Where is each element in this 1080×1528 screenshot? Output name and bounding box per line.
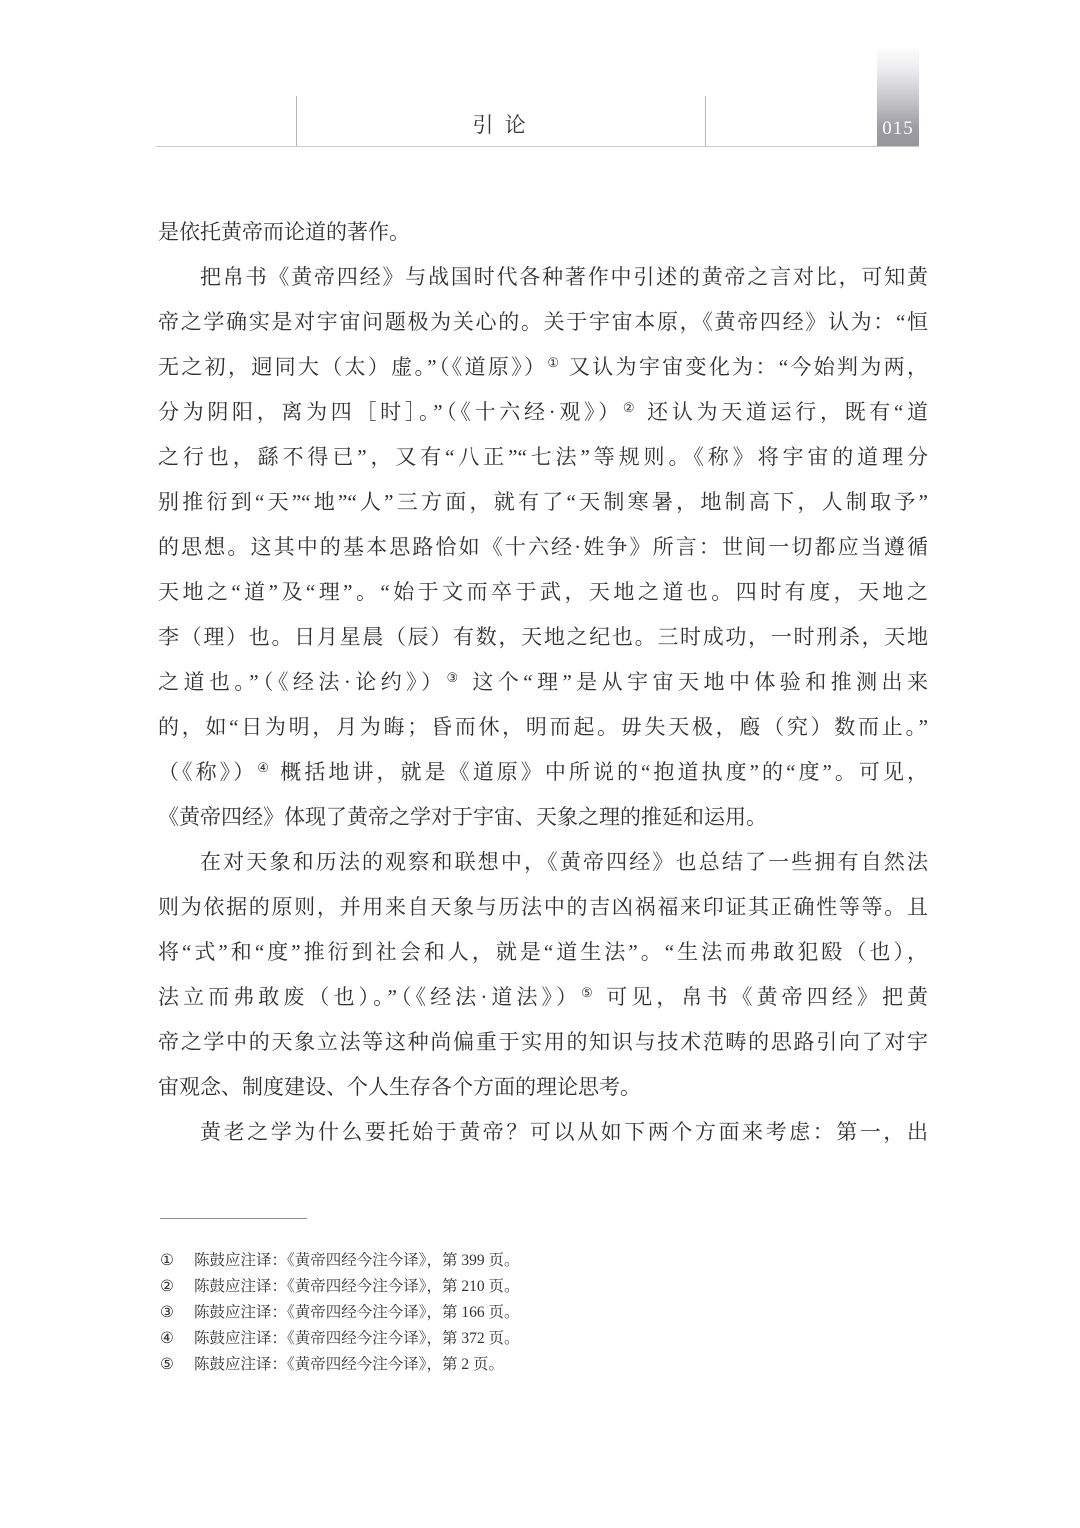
body-text-run: 可见，帛书《黄帝四经》把黄 [596,985,928,1009]
body-line [158,390,928,435]
body-text-run: 则为依据的原则，并用来自天象与历法中的吉凶祸福来印证其正确性等等。且 [158,895,928,919]
body-line [158,750,928,795]
footnote-text: 陈鼓应注译：《黄帝四经今注今译》，第 210 页。 [194,1278,520,1295]
footnote-marker: ② [160,1278,174,1295]
body-text-run: 将“式”和“度”推衍到社会和人，就是“道生法”。“生法而弗敢犯殹（也）， [158,940,928,964]
footnote-item [160,1274,930,1300]
body-text-run: 是依托黄帝而论道的著作。 [158,220,410,244]
body-line [158,1020,928,1065]
footnote-item [160,1326,930,1352]
footnote-ref: ⑤ [581,985,597,1000]
footnote-text: 陈鼓应注译：《黄帝四经今注今译》，第 2 页。 [194,1356,505,1373]
footnote-item [160,1300,930,1326]
footnote-ref: ③ [446,670,463,685]
body-text-run: 无之初，迵同大（太）虚。”（《道原》） [158,355,548,379]
body-text-run: 帝之学确实是对宇宙问题极为关心的。关于宇宙本原，《黄帝四经》认为：“恒 [158,310,928,334]
body-text-run: 还认为天道运行，既有“道 [638,400,928,424]
body-line [158,1065,928,1110]
footnote-marker: ④ [160,1330,174,1347]
footnotes [160,1248,930,1378]
body-line [158,345,928,390]
body-text-run: 法立而弗敢废（也）。”（《经法·道法》） [158,985,582,1009]
header-tick-right [705,96,706,146]
page-number-block [877,48,919,147]
body-text-run: 别推衍到“天”“地”“人”三方面，就有了“天制寒暑，地制高下，人制取予” [158,490,928,514]
header-rule [156,146,919,147]
footnote-text: 陈鼓应注译：《黄帝四经今注今译》，第 166 页。 [194,1304,520,1321]
footnote-ref: ④ [257,760,272,775]
footnote-ref: ② [622,400,639,415]
body-line [158,840,928,885]
body-line [158,930,928,975]
body-text-run: 宙观念、制度建设、个人生存各个方面的理论思考。 [158,1075,641,1099]
paragraph [158,1110,928,1155]
body-text-run: 李（理）也。日月星晨（辰）有数，天地之纪也。三时成功，一时刑杀，天地 [158,625,928,649]
body-text-run: 这个“理”是从宇宙天地中体验和推测出来 [462,670,928,694]
paragraph [158,210,928,255]
body-text-run: （《称》） [158,760,258,784]
footnote-text: 陈鼓应注译：《黄帝四经今注今译》，第 372 页。 [194,1330,520,1347]
body-line [158,255,928,300]
body-line [158,570,928,615]
body-line [158,210,928,255]
body-text-run: 把帛书《黄帝四经》与战国时代各种著作中引述的黄帝之言对比，可知黄 [200,265,928,289]
body-text-run: 之行也，繇不得已”，又有“八正”“七法”等规则。《称》将宇宙的道理分 [158,445,928,469]
body-text-run: 的，如“日为明，月为晦；昏而休，明而起。毋失天极，廏（究）数而止。” [158,715,928,739]
body-line [158,795,928,840]
footnote-ref: ① [547,355,562,370]
body-line [158,435,928,480]
body-text-run: 帝之学中的天象立法等这种尚偏重于实用的知识与技术范畴的思路引向了对宇 [158,1030,928,1054]
footnote-marker: ① [160,1252,174,1269]
footnote-item [160,1248,930,1274]
footnote-marker: ⑤ [160,1356,174,1373]
body-line [158,975,928,1020]
body-text-run: 之道也。”（《经法·论约》） [158,670,447,694]
body-line [158,300,928,345]
paragraph [158,840,928,1110]
body-line [158,1110,928,1155]
body-text-run: 《黄帝四经》体现了黄帝之学对于宇宙、天象之理的推延和运用。 [158,805,767,829]
body-text-run: 分为阴阳，离为四［时］。”（《十六经·观》） [158,400,623,424]
body-line [158,660,928,705]
body-text-run: 又认为宇宙变化为：“今始判为两， [561,355,928,379]
body-line [158,885,928,930]
running-title: 引 论 [472,113,529,137]
body-text-run: 在对天象和历法的观察和联想中，《黄帝四经》也总结了一些拥有自然法 [200,850,928,874]
body-text-run: 天地之“道”及“理”。“始于文而卒于武，天地之道也。四时有度，天地之 [158,580,928,604]
body-line [158,525,928,570]
footnote-separator [160,1218,307,1219]
paragraph [158,255,928,840]
body-text [158,210,928,1155]
body-text-run: 黄老之学为什么要托始于黄帝？可以从如下两个方面来考虑：第一，出 [200,1120,928,1144]
body-text-run: 的思想。这其中的基本思路恰如《十六经·姓争》所言：世间一切都应当遵循 [158,535,928,559]
footnote-text: 陈鼓应注译：《黄帝四经今注今译》，第 399 页。 [194,1252,520,1269]
page-number: 015 [882,118,914,139]
body-text-run: 概括地讲，就是《道原》中所说的“抱道执度”的“度”。可见， [271,760,928,784]
body-line [158,480,928,525]
footnote-marker: ③ [160,1304,174,1321]
footnote-item [160,1352,930,1378]
body-line [158,615,928,660]
body-line [158,705,928,750]
